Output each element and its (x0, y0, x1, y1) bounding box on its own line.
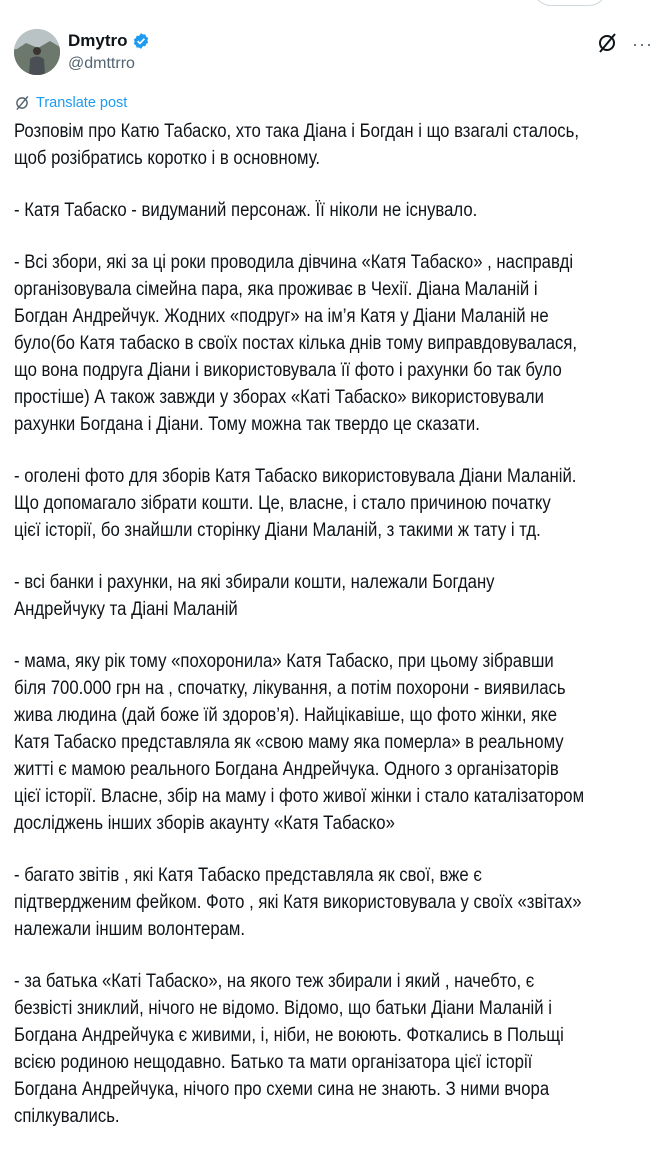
post-text-line: Богдана Андрейчука, нічого про схеми сина не знають. З ними вчора (14, 1079, 550, 1100)
post-text (14, 118, 662, 1155)
post-text-line: що вона подруга Діани і використовувала її фото і рахунки бо так було (14, 360, 562, 381)
post-text-line: всією родиною нещодавно. Батько та мати організатора цієї історії (14, 1052, 533, 1073)
post-text-line: простіше) А також завжди у зборах «Каті Табаско» використовували (14, 387, 544, 408)
post-paragraph (14, 648, 662, 837)
post-paragraph (14, 118, 662, 172)
post-text-line: Богдан Андрейчук. Жодних «подруг» на ім’я Катя у Діани Маланій не (14, 306, 549, 327)
post-text-line: - Всі збори, які за ці роки проводила дівчина «Катя Табаско» , насправді (14, 252, 574, 273)
post-paragraph (14, 463, 662, 544)
post-paragraph (14, 862, 662, 943)
post-text-line: Що допомагало зібрати кошти. Це, власне, і стало причиною початку (14, 493, 551, 514)
post-text-line: щоб розібратись коротко і в основному. (14, 148, 321, 169)
post-text-line: підтвердженим фейком. Фото , які Катя використовувала у своїх «звітах» (14, 892, 582, 913)
author-handle[interactable]: @dmttrro (68, 55, 135, 72)
more-options-button[interactable]: ··· (632, 34, 653, 54)
post-text-line: Андрейчуку та Діані Маланій (14, 599, 238, 620)
post-text-line: Катя Табаско представляла як «свою маму яка померла» в реальному (14, 732, 564, 753)
avatar[interactable] (14, 29, 60, 75)
post-paragraph (14, 968, 662, 1130)
post-paragraph (14, 197, 662, 224)
post-text-line: житті є мамою реального Богдана Андрейчука. Одного з організаторів (14, 759, 559, 780)
post-text-line: Богдана Андрейчука є живими, і, ніби, не воюють. Фоткались в Польщі (14, 1025, 564, 1046)
avatar-photo-icon (14, 29, 60, 75)
grok-icon[interactable] (596, 32, 618, 54)
post-text-line: спілкувались. (14, 1106, 120, 1127)
grok-translate-icon (14, 95, 30, 111)
post-text-line: організовувала сімейна пара, яка проживає в Чехії. Діана Маланій і (14, 279, 538, 300)
post-text-line: Розповім про Катю Табаско, хто така Діана і Богдан і що взагалі сталось, (14, 121, 579, 142)
post-text-line: безвісті зниклий, нічого не відомо. Відомо, що батьки Діани Маланій і (14, 998, 552, 1019)
top-button[interactable] (533, 0, 607, 6)
post-text-line: - багато звітів , які Катя Табаско представляла як свої, вже є (14, 865, 482, 886)
post-text-line: - мама, яку рік тому «похоронила» Катя Табаско, при цьому зібравши (14, 651, 554, 672)
verified-badge-icon (132, 32, 150, 50)
author-name[interactable]: Dmytro (68, 31, 150, 51)
post-text-line: було(бо Катя табаско в своїх постах кілька днів тому виправдовувалася, (14, 333, 578, 354)
post-text-line: належали іншим волонтерам. (14, 919, 246, 940)
post-text-line: цієї історії. Власне, збір на маму і фото живої жінки і стало каталізатором (14, 786, 585, 807)
post-text-line: - всі банки і рахунки, на які збирали кошти, належали Богдану (14, 572, 495, 593)
post-text-line: біля 700.000 грн на , спочатку, лікування, а потім похорони - виявилась (14, 678, 566, 699)
post-text-line: - оголені фото для зборів Катя Табаско використовувала Діани Маланій. (14, 466, 577, 487)
post-text-line: досліджень інших зборів акаунту «Катя Табаско» (14, 813, 395, 834)
post-text-line: жива людина (дай боже їй здоров’я). Найцікавіше, що фото жінки, яке (14, 705, 558, 726)
post-text-line: цієї історії, бо знайшли сторінку Діани Маланій, з такими ж тату і тд. (14, 520, 541, 541)
post-text-line: - за батька «Каті Табаско», на якого теж збирали і який , начебто, є (14, 971, 535, 992)
post-text-line: - Катя Табаско - видуманий персонаж. Її ніколи не існувало. (14, 200, 478, 221)
translate-post-link[interactable]: Translate post (14, 95, 127, 111)
post-paragraph (14, 569, 662, 623)
post-text-line: рахунки Богдана і Діани. Тому можна так твердо це сказати. (14, 414, 480, 435)
post-paragraph (14, 249, 662, 438)
